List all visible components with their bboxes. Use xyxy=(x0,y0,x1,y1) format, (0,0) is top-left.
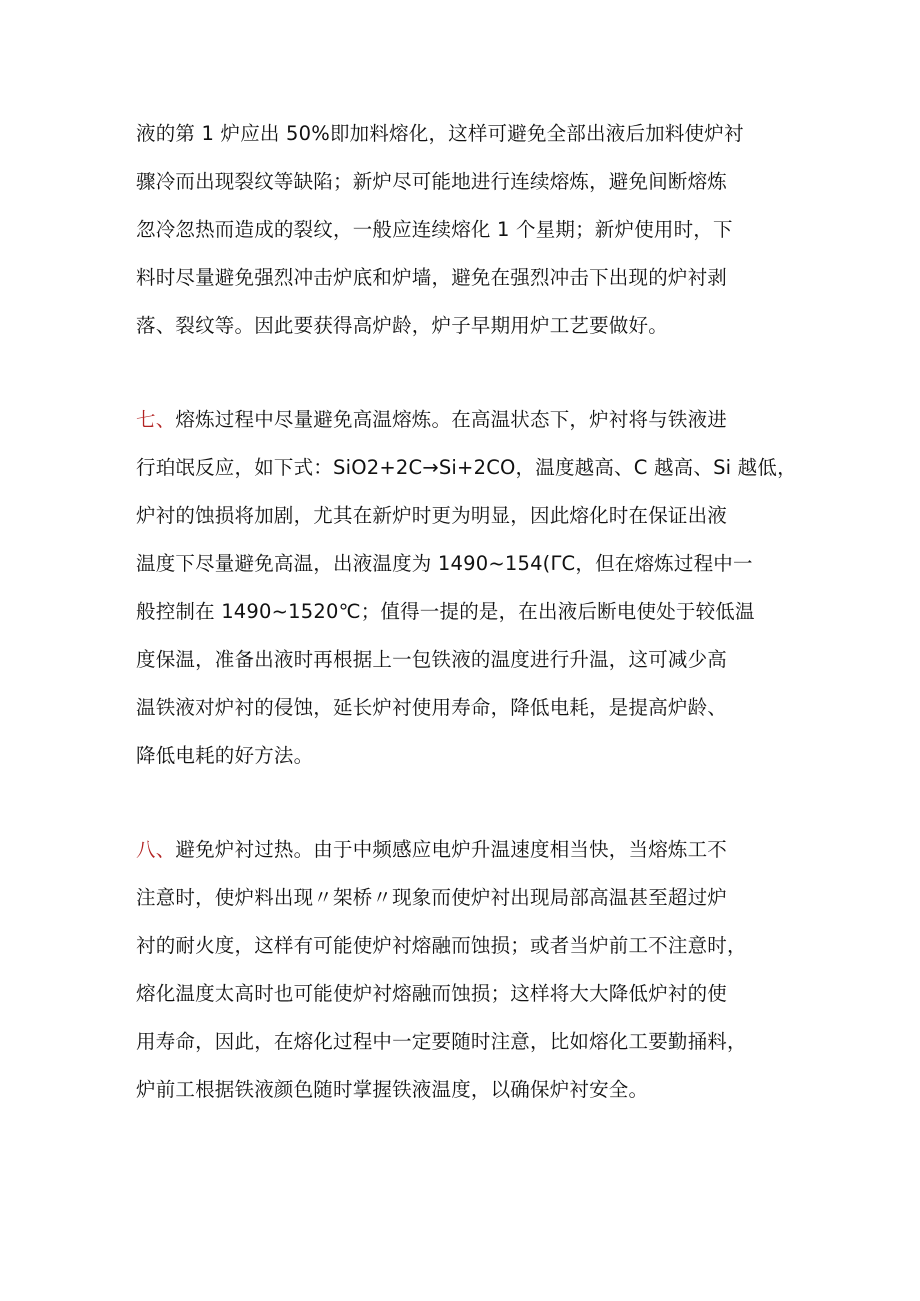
section-number-seven: 七、 xyxy=(136,408,176,431)
text-line-content: 避免炉衬过热。由于中频感应电炉升温速度相当快，当熔炼工不 xyxy=(175,838,728,861)
paragraph-furnace-startup xyxy=(136,110,786,350)
text-line: 炉前工根据铁液颜色随时掌握铁液温度，以确保炉衬安全。 xyxy=(136,1078,649,1101)
text-line: 料时尽量避免强烈冲击炉底和炉墙，避免在强烈冲击下出现的炉衬剥 xyxy=(136,266,728,289)
text-line-with-marker xyxy=(136,826,786,874)
text-line: 炉衬的蚀损将加剧，尤其在新炉时更为明显，因此熔化时在保证出液 xyxy=(136,504,728,527)
text-line: 温度下尽量避免高温，出液温度为 1490~154(ΓC，但在熔炼过程中一 xyxy=(136,552,753,575)
text-line: 衬的耐火度，这样有可能使炉衬熔融而蚀损；或者当炉前工不注意时， xyxy=(136,934,747,957)
text-line: 用寿命，因此，在熔化过程中一定要随时注意，比如熔化工要勤捅料， xyxy=(136,1030,747,1053)
text-line: 注意时，使炉料出现〃架桥〃现象而使炉衬出现局部高温甚至超过炉 xyxy=(136,886,728,909)
text-line: 温铁液对炉衬的侵蚀，延长炉衬使用寿命，降低电耗，是提高炉龄、 xyxy=(136,696,728,719)
paragraph-section-seven xyxy=(136,396,797,780)
text-line: 熔化温度太高时也可能使炉衬熔融而蚀损；这样将大大降低炉衬的使 xyxy=(136,982,728,1005)
text-line: 降低电耗的好方法。 xyxy=(136,744,314,767)
text-line: 落、裂纹等。因此要获得高炉龄，炉子早期用炉工艺要做好。 xyxy=(136,314,668,337)
text-line-content: 熔炼过程中尽量避免高温熔炼。在高温状态下，炉衬将与铁液进 xyxy=(175,408,728,431)
text-line: 液的第 1 炉应出 50%即加料熔化，这样可避免全部出液后加料使炉衬 xyxy=(136,122,744,145)
text-line: 骤冷而出现裂纹等缺陷；新炉尽可能地进行连续熔炼，避免间断熔炼 xyxy=(136,170,728,193)
text-line: 行珀氓反应，如下式：SiO2+2C→Si+2CO，温度越高、C 越高、Si 越低， xyxy=(136,456,797,479)
text-line: 度保温，准备出液时再根据上一包铁液的温度进行升温，这可减少高 xyxy=(136,648,728,671)
text-line: 忽冷忽热而造成的裂纹，一般应连续熔化 1 个星期；新炉使用时，下 xyxy=(136,218,733,241)
text-line-with-marker xyxy=(136,396,786,444)
section-number-eight: 八、 xyxy=(136,838,176,861)
paragraph-section-eight xyxy=(136,826,786,1114)
text-line: 般控制在 1490~1520℃；值得一提的是，在出液后断电使处于较低温 xyxy=(136,600,755,623)
